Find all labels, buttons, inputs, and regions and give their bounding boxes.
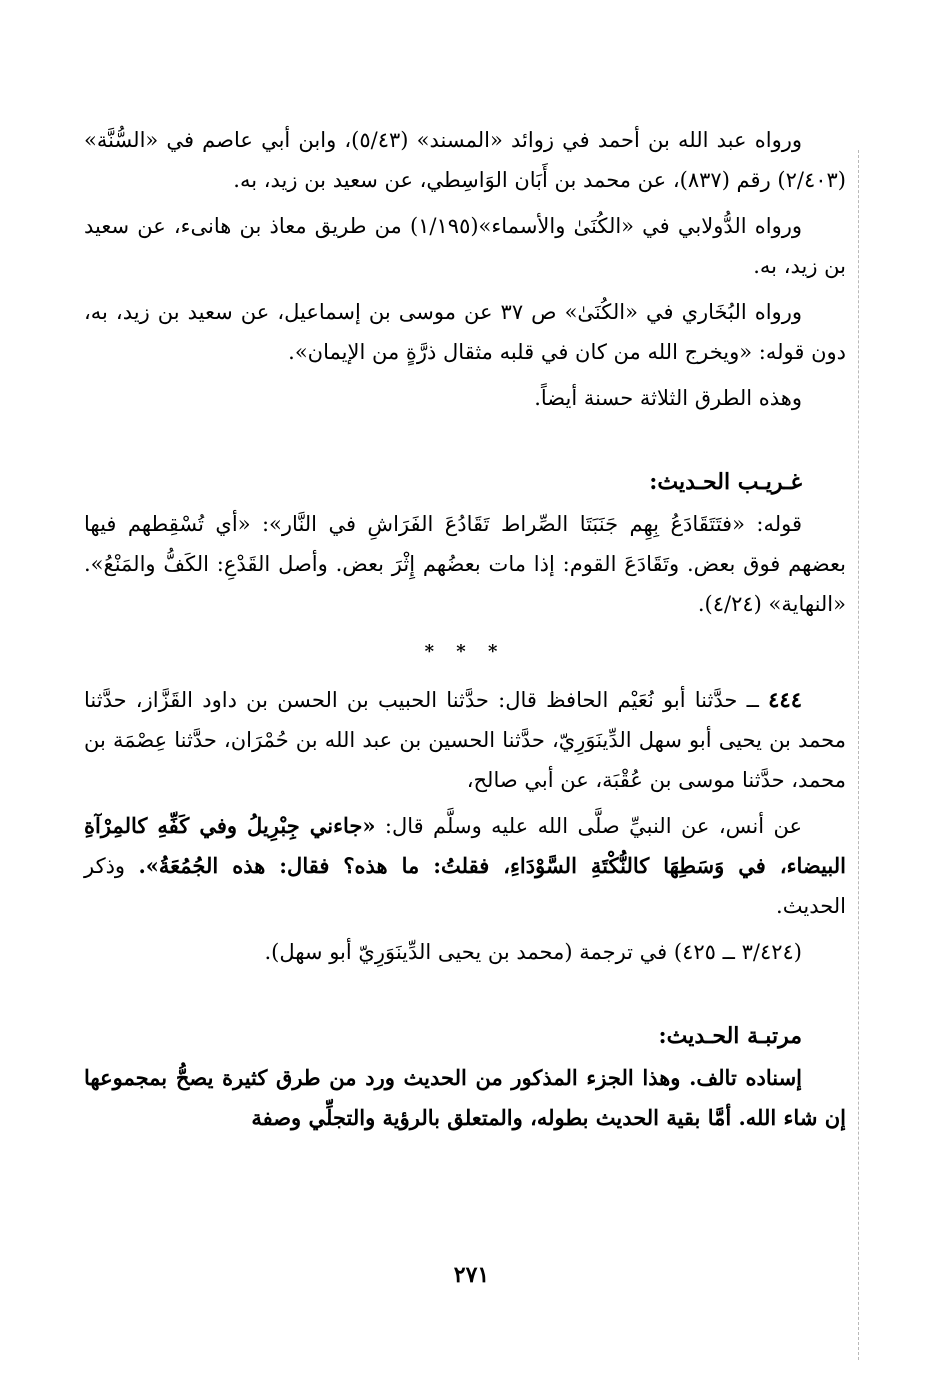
hadith-number: ٤٤٤ bbox=[768, 687, 802, 712]
heading-gharib: غـريـب الحـديث: bbox=[649, 469, 802, 495]
hadith-matn-end: وذكر الحديث. bbox=[84, 854, 846, 918]
page-body bbox=[84, 120, 846, 1144]
paragraph-hadith-reference: (٣/٤٢٤ ــ ٤٢٥) في ترجمة (محمد بن يحيى الدِّينَوَرِيّ أبو سهل). bbox=[264, 940, 802, 964]
paragraph-hadith-matn bbox=[84, 806, 846, 926]
paragraph-takhrij-1: ورواه عبد الله بن أحمد في زوائد «المسند» (٥/٤٣)، وابن أبي عاصم في «السُّنَّة» (٢/٤٠٣) رقم (٨٣٧)، عن محمد بن أَبَان الوَاسِطي، عن سعيد بن زيد، به. bbox=[84, 128, 846, 192]
paragraph-martaba: إسناده تالف. وهذا الجزء المذكور من الحديث ورد من طرق كثيرة يصحُّ بمجموعها إن شاء الله. أمَّا بقية الحديث بطوله، والمتعلق بالرؤية والتجلِّي وصفة bbox=[84, 1065, 846, 1130]
hadith-dash: ــ bbox=[746, 688, 759, 712]
page-edge-line bbox=[858, 150, 859, 1360]
hadith-matn-text: «جاءني جِبْرِيلُ وفي كَفِّهِ كالمِرْآةِ البيضاء، في وَسَطِهَا كالنُّكْتَةِ السَّوْدَاءِ، فقلتُ: ما هذه؟ فقال: هذه الجُمُعَةُ». bbox=[84, 813, 846, 878]
page-number: ٢٧١ bbox=[453, 1262, 490, 1288]
hadith-matn-intro: عن أنس، عن النبيِّ صلَّى الله عليه وسلَّم قال: bbox=[375, 814, 803, 838]
hadith-isnad-text: حدَّثنا أبو نُعَيْم الحافظ قال: حدَّثنا الحبيب بن الحسن بن داود القَزَّاز، حدَّثنا محمد بن يحيى أبو سهل الدِّينَوَرِيّ، حدَّثنا الحسين بن عبد الله بن حُمْرَان، حدَّثنا عِصْمَة بن محمد، حدَّثنا موسى بن عُقْبَة، عن أبي صالح، bbox=[84, 688, 846, 792]
separator-stars: * * * bbox=[424, 641, 506, 662]
paragraph-takhrij-2: ورواه الدُّولابي في «الكُنَىٰ والأسماء»(١/١٩٥) من طريق معاذ بن هانىء، عن سعيد بن زيد، به. bbox=[84, 214, 846, 278]
paragraph-takhrij-3: ورواه البُخَاري في «الكُنَىٰ» ص ٣٧ عن موسى بن إسماعيل، عن سعيد بن زيد، به، دون قوله: «ويخرج الله من كان في قلبه مثقال ذرَّةٍ من الإيمان». bbox=[84, 300, 846, 364]
paragraph-takhrij-4: وهذه الطرق الثلاثة حسنة أيضاً. bbox=[534, 386, 802, 410]
paragraph-hadith-isnad bbox=[84, 680, 846, 800]
heading-martaba: مرتبـة الحـديث: bbox=[658, 1023, 802, 1049]
paragraph-gharib: قوله: «فتَتَقَادَعُ بِهِم جَنَبَتَا الصِّراط تَقَادُعَ الفَرَاشِ في النَّار»: «أي تُسْقِطهم فيها بعضهم فوق بعض. وتَقَادَعَ القوم: إذا مات بعضُهم إِثْرَ بعض. وأصل القَدْعِ: الكَفُّ والمَنْعُ». «النهاية» (٤/٢٤). bbox=[84, 512, 846, 616]
